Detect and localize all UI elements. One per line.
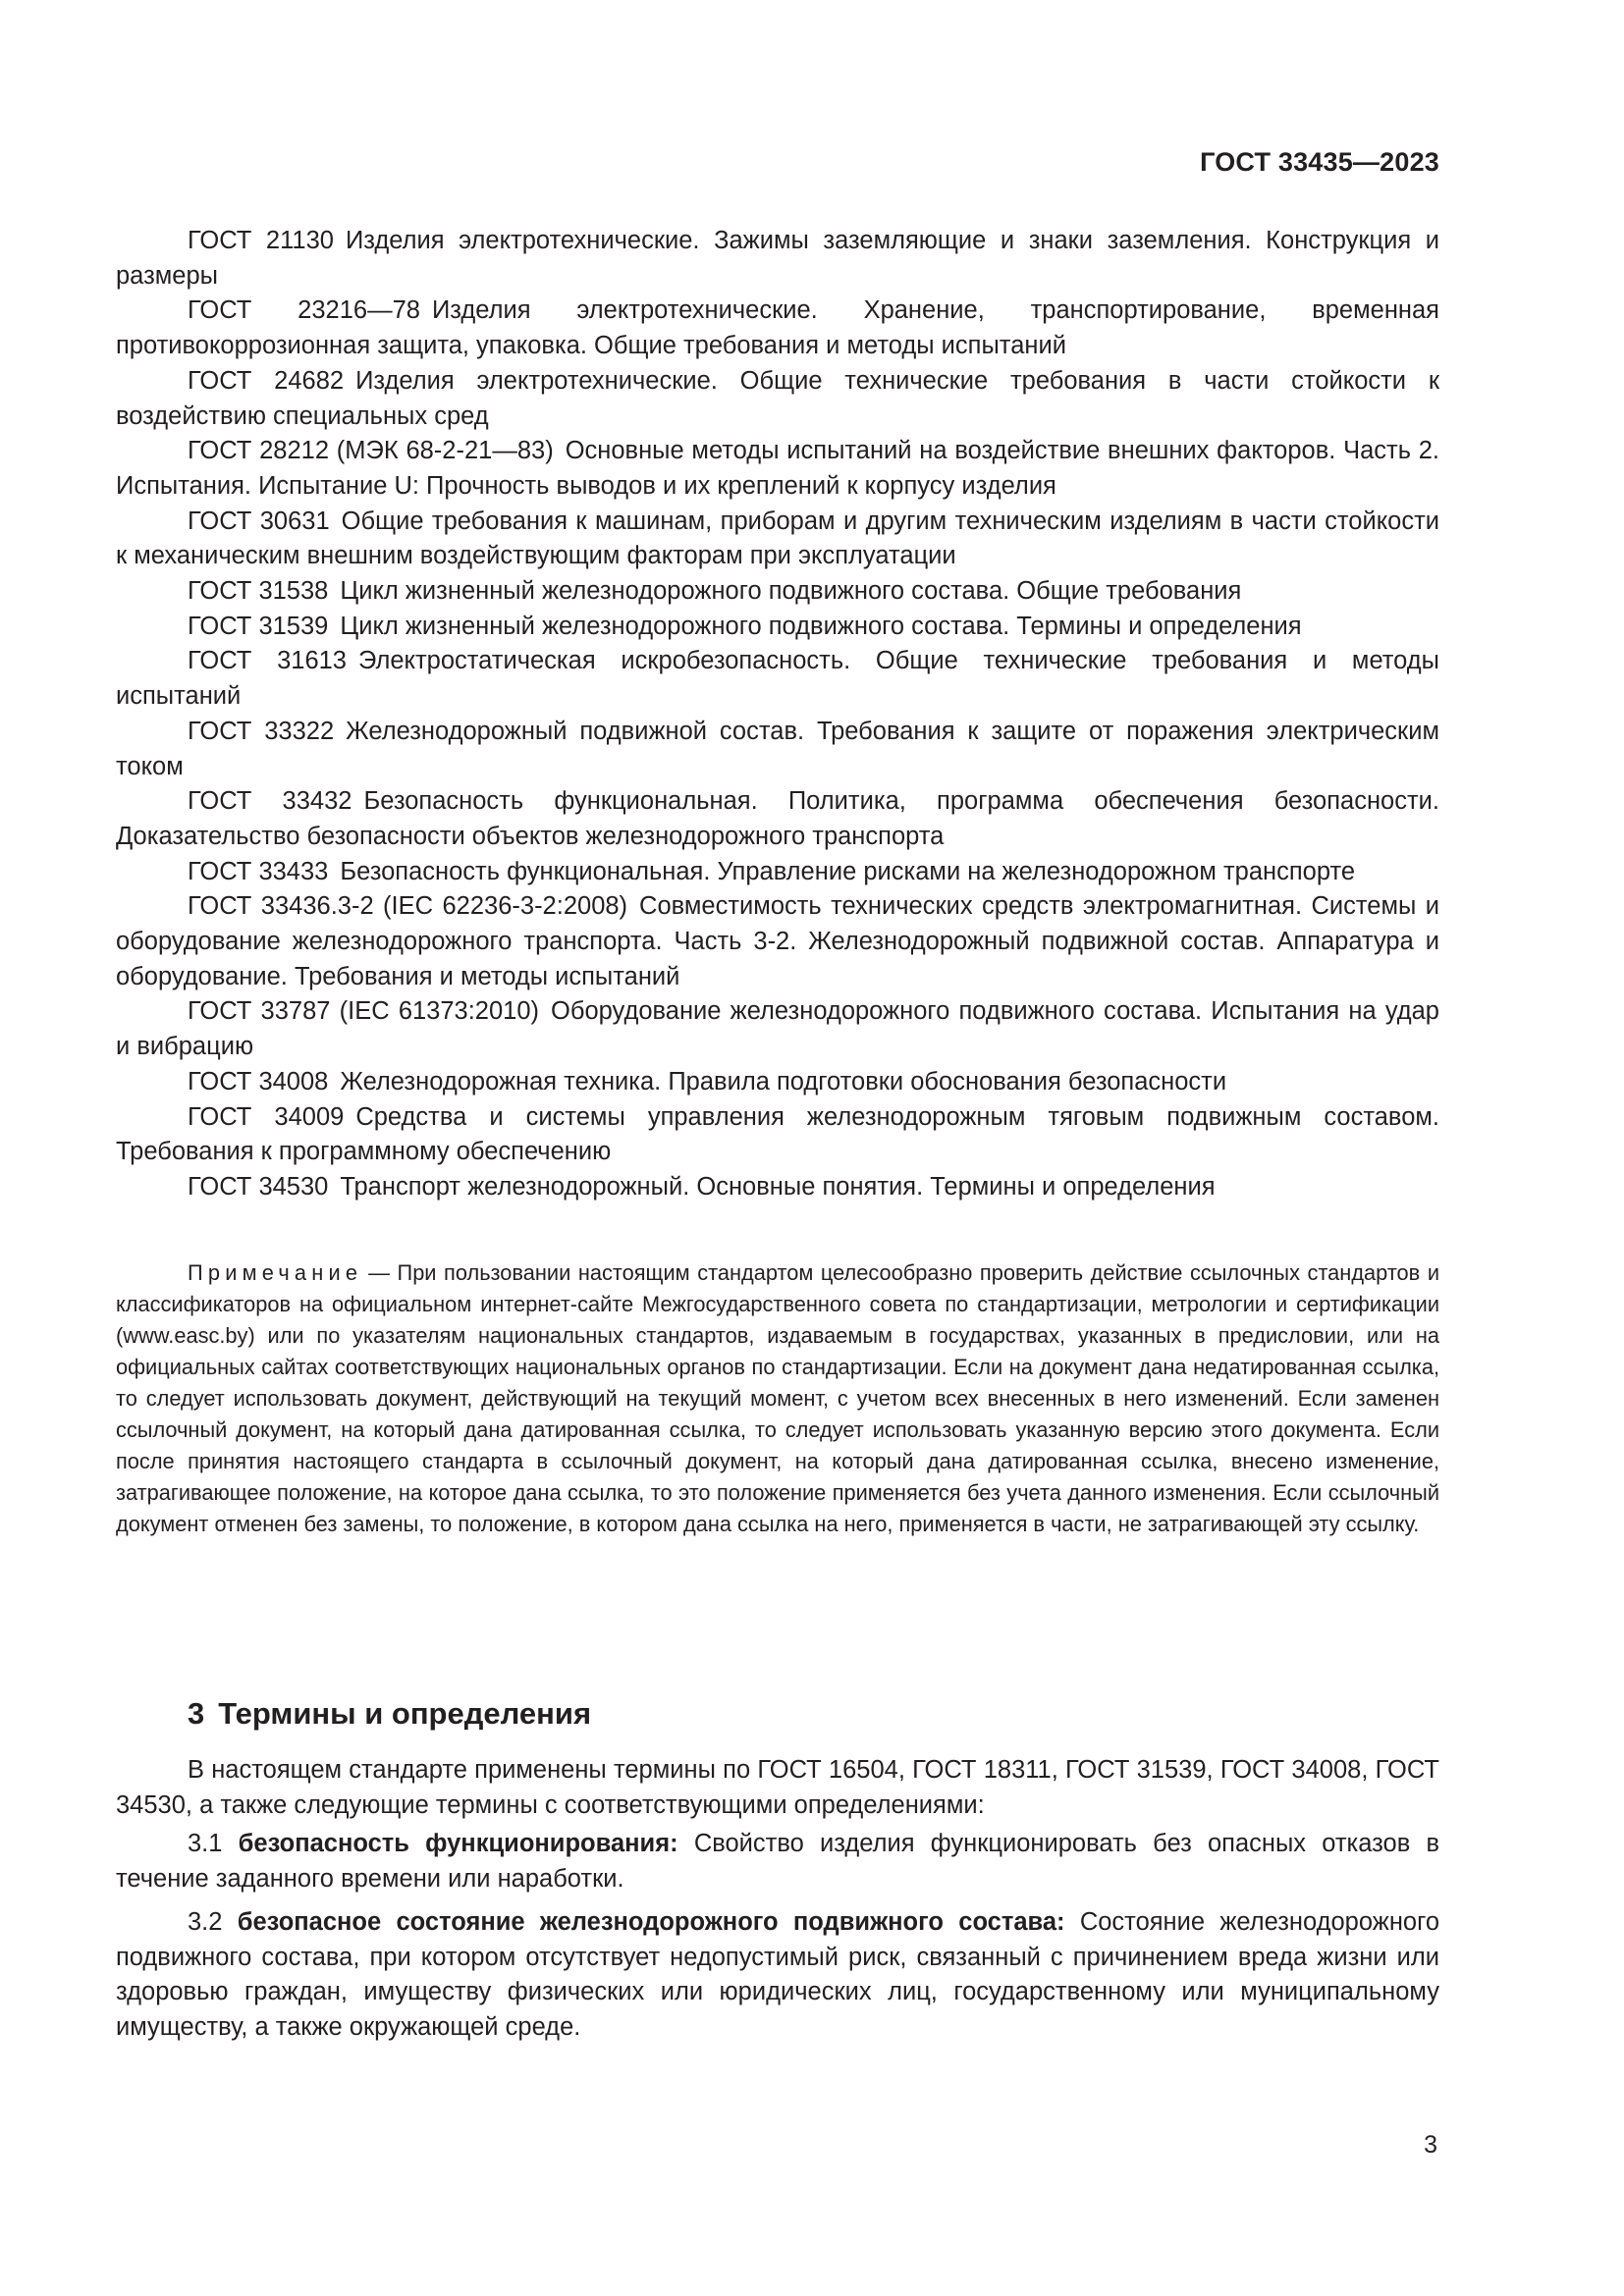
reference-code: ГОСТ 30631 (188, 507, 330, 535)
reference-title: Изделия электротехнические. Общие технические требования в части стойкости к воздействию специальных сред (116, 366, 1439, 430)
page-number: 3 (1424, 2131, 1437, 2159)
term-definition: Состояние железнодорожного подвижного состава, при котором отсутствует недопустимый риск, связанный с причинением вреда жизни или здоровью граждан, имуществу физических или юридических лиц, государственному или муниципальному имуществу, а также окружающей среде. (116, 1907, 1440, 2041)
reference-code: ГОСТ 24682 (188, 366, 345, 395)
reference-title: Железнодорожный подвижной состав. Требования к защите от поражения электрическим током (116, 717, 1439, 780)
reference-code: ГОСТ 31539 (188, 612, 329, 640)
reference-code: ГОСТ 34530 (188, 1172, 329, 1201)
reference-title: Цикл жизненный железнодорожного подвижного состава. Общие требования (340, 577, 1242, 606)
term-entry (116, 1905, 1439, 2046)
term-number: 3.2 (188, 1907, 223, 1936)
reference-code: ГОСТ 33436.3-2 (IEC 62236-3-2:2008) (188, 892, 628, 921)
term-name: безопасность функционирования: (238, 1830, 678, 1858)
term-entry (116, 1827, 1439, 1896)
reference-title: Средства и системы управления железнодорожным тяговым подвижным составом. Требования к программному обеспечению (116, 1102, 1439, 1166)
reference-item (116, 294, 1439, 363)
reference-title: Железнодорожная техника. Правила подготовки обоснования безопасности (340, 1067, 1227, 1095)
reference-item (116, 1100, 1439, 1170)
note-text: — При пользовании настоящим стандартом целесообразно проверить действие ссылочных стандартов и классификаторов на официальном интернет-сайте Межгосударственного совета по стандартизации, метрологии и сертификации (www.easc.by) или по указателям национальных стандартов, издаваемым в государствах, указанных в предисловии, или на официальных сайтах соответствующих национальных органов по стандартизации. Если на документ дана недатированная ссылка, то следует использовать документ, действующий на текущий момент, с учетом всех внесенных в него изменений. Если заменен ссылочный документ, на который дана датированная ссылка, то следует использовать указанную версию этого документа. Если после принятия настоящего стандарта в ссылочный документ, на который дана датированная ссылка, внесено изменение, затрагивающее положение, на которое дана ссылка, то это положение применяется без учета данного изменения. Если ссылочный документ отменен без замены, то положение, в котором дана ссылка на него, применяется в части, не затрагивающей эту ссылку. (116, 1260, 1439, 1536)
reference-item (116, 994, 1439, 1064)
reference-item (116, 784, 1439, 854)
term-definition: Свойство изделия функционировать без опасных отказов в течение заданного времени или наработки. (116, 1830, 1440, 1894)
terms-section-body (116, 1753, 1439, 2046)
reference-item (116, 644, 1439, 714)
reference-item (116, 364, 1439, 434)
reference-item (116, 224, 1439, 294)
reference-title: Цикл жизненный железнодорожного подвижного состава. Термины и определения (340, 612, 1302, 640)
reference-title: Совместимость технических средств электромагнитная. Системы и оборудование железнодорожного транспорта. Часть 3-2. Железнодорожный подвижной состав. Аппаратура и оборудование. Требования и методы испытаний (116, 892, 1439, 990)
reference-title: Безопасность функциональная. Политика, программа обеспечения безопасности. Доказательство безопасности объектов железнодорожного транспорта (116, 787, 1439, 850)
reference-code: ГОСТ 33787 (IEC 61373:2010) (188, 997, 540, 1026)
reference-item (116, 574, 1439, 610)
reference-item (116, 434, 1439, 504)
reference-code: ГОСТ 33432 (188, 787, 352, 816)
term-number: 3.1 (188, 1830, 223, 1858)
reference-code: ГОСТ 33433 (188, 857, 329, 885)
note-paragraph (116, 1257, 1439, 1540)
section-intro: В настоящем стандарте применены термины по ГОСТ 16504, ГОСТ 18311, ГОСТ 31539, ГОСТ 34008, ГОСТ 34530, а также следующие термины с соответствующими определениями: (116, 1756, 1439, 1819)
reference-code: ГОСТ 34008 (188, 1067, 329, 1095)
reference-title: Электростатическая искробезопасность. Общие технические требования и методы испытаний (116, 647, 1440, 711)
reference-item (116, 1065, 1439, 1100)
reference-item (116, 889, 1439, 994)
reference-code: ГОСТ 31538 (188, 577, 329, 606)
reference-code: ГОСТ 21130 (188, 227, 334, 254)
reference-title: Общие требования к машинам, приборам и другим техническим изделиям в части стойкости к механическим внешним воздействующим факторам при эксплуатации (116, 507, 1439, 570)
reference-title: Изделия электротехнические. Зажимы заземляющие и знаки заземления. Конструкция и размеры (116, 227, 1439, 290)
reference-code: ГОСТ 34009 (188, 1102, 345, 1131)
normative-references-list (116, 224, 1439, 1205)
reference-item (116, 715, 1439, 784)
document-code-header: ГОСТ 33435—2023 (1200, 147, 1439, 177)
section-number: 3 (188, 1696, 205, 1731)
reference-title: Оборудование железнодорожного подвижного состава. Испытания на удар и вибрацию (116, 997, 1439, 1061)
reference-item (116, 1170, 1439, 1205)
reference-code: ГОСТ 23216—78 (188, 296, 420, 325)
reference-title: Основные методы испытаний на воздействие внешних факторов. Часть 2. Испытания. Испытание U: Прочность выводов и их креплений к корпусу изделия (116, 437, 1439, 500)
reference-code: ГОСТ 28212 (МЭК 68-2-21—83) (188, 437, 554, 465)
term-name: безопасное состояние железнодорожного подвижного состава: (237, 1907, 1065, 1936)
reference-code: ГОСТ 33322 (188, 717, 335, 745)
reference-item (116, 505, 1439, 574)
section-title: Термины и определения (218, 1696, 592, 1731)
reference-title: Транспорт железнодорожный. Основные понятия. Термины и определения (340, 1172, 1216, 1201)
note-label: Примечание (188, 1260, 363, 1285)
reference-item (116, 855, 1439, 890)
reference-title: Безопасность функциональная. Управление рисками на железнодорожном транспорте (340, 857, 1356, 885)
references-note (116, 1257, 1439, 1540)
reference-item (116, 610, 1439, 645)
reference-code: ГОСТ 31613 (188, 647, 347, 675)
section-heading (188, 1696, 591, 1732)
reference-title: Изделия электротехнические. Хранение, транспортирование, временная противокоррозионная защита, упаковка. Общие требования и методы испытаний (116, 296, 1439, 360)
